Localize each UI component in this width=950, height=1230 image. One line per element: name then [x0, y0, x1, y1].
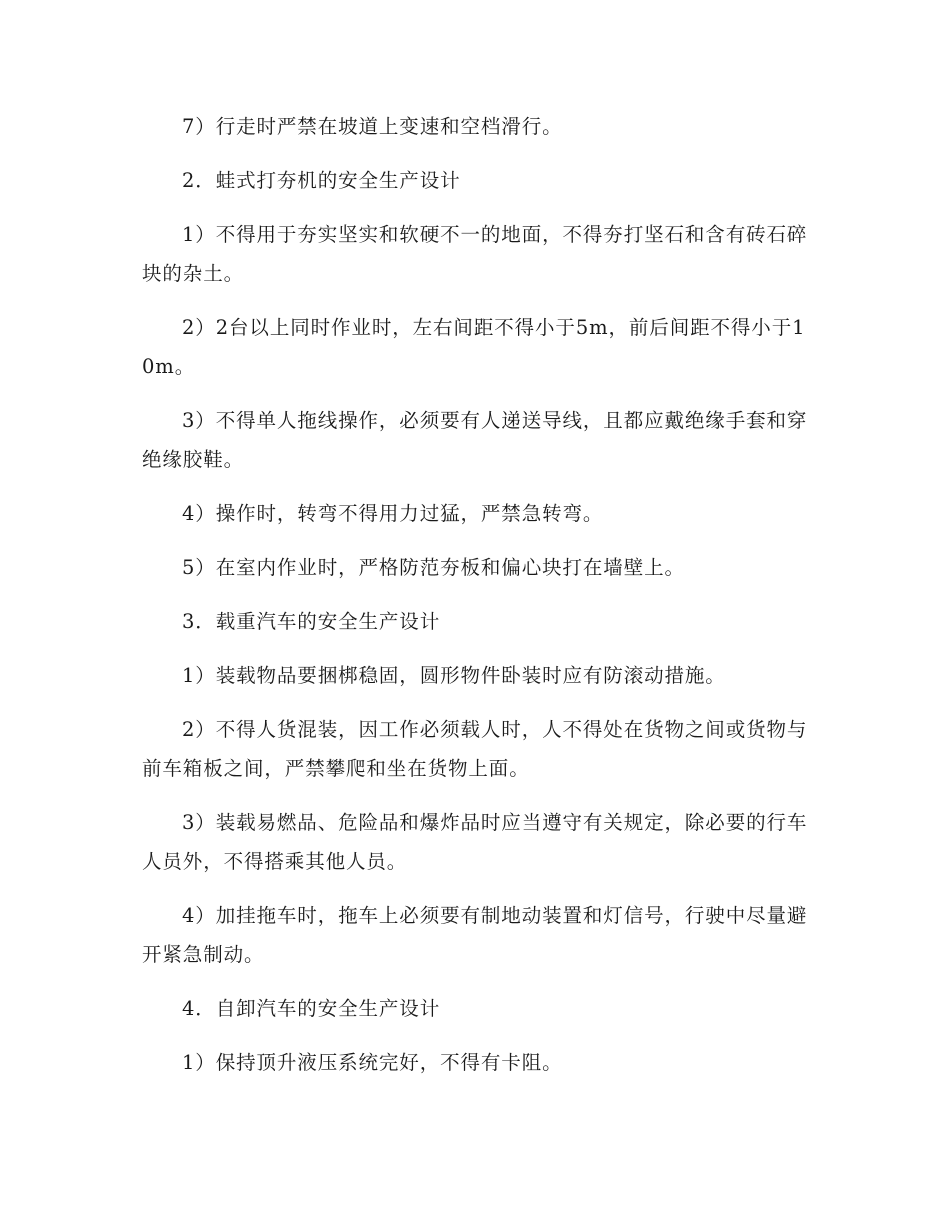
paragraph-item-2: 2）不得人货混装，因工作必须载人时，人不得处在货物之间或货物与前车箱板之间，严禁攀爬和坐在货物上面。: [142, 718, 808, 780]
paragraph-item-1: 1）不得用于夯实坚实和软硬不一的地面，不得夯打坚石和含有砖石碎块的杂土。: [142, 223, 808, 285]
section-heading-3: 3．载重汽车的安全生产设计: [182, 610, 441, 633]
paragraph-item-3: 3）不得单人拖线操作，必须要有人递送导线，且都应戴绝缘手套和穿绝缘胶鞋。: [142, 409, 808, 471]
section-heading-2: 2．蛙式打夯机的安全生产设计: [182, 169, 461, 192]
document-body: [142, 107, 808, 1097]
paragraph-item-2: 2）2台以上同时作业时，左右间距不得小于5m，前后间距不得小于10m。: [142, 316, 806, 378]
paragraph-item-3: 3）装载易燃品、危险品和爆炸品时应当遵守有关规定，除必要的行车人员外，不得搭乘其他人员。: [142, 811, 808, 873]
paragraph-item-1: 1）保持顶升液压系统完好，不得有卡阻。: [182, 1051, 563, 1074]
paragraph-item-1: 1）装载物品要捆梆稳固，圆形物件卧装时应有防滚动措施。: [182, 664, 726, 687]
paragraph-item-4: 4）加挂拖车时，拖车上必须要有制地动装置和灯信号，行驶中尽量避开紧急制动。: [142, 904, 808, 966]
section-heading-4: 4．自卸汽车的安全生产设计: [182, 997, 441, 1020]
paragraph-item-5: 5）在室内作业时，严格防范夯板和偏心块打在墙壁上。: [182, 556, 685, 579]
paragraph-item-7: 7）行走时严禁在坡道上变速和空档滑行。: [182, 115, 563, 138]
paragraph-item-4: 4）操作时，转弯不得用力过猛，严禁急转弯。: [182, 502, 604, 525]
